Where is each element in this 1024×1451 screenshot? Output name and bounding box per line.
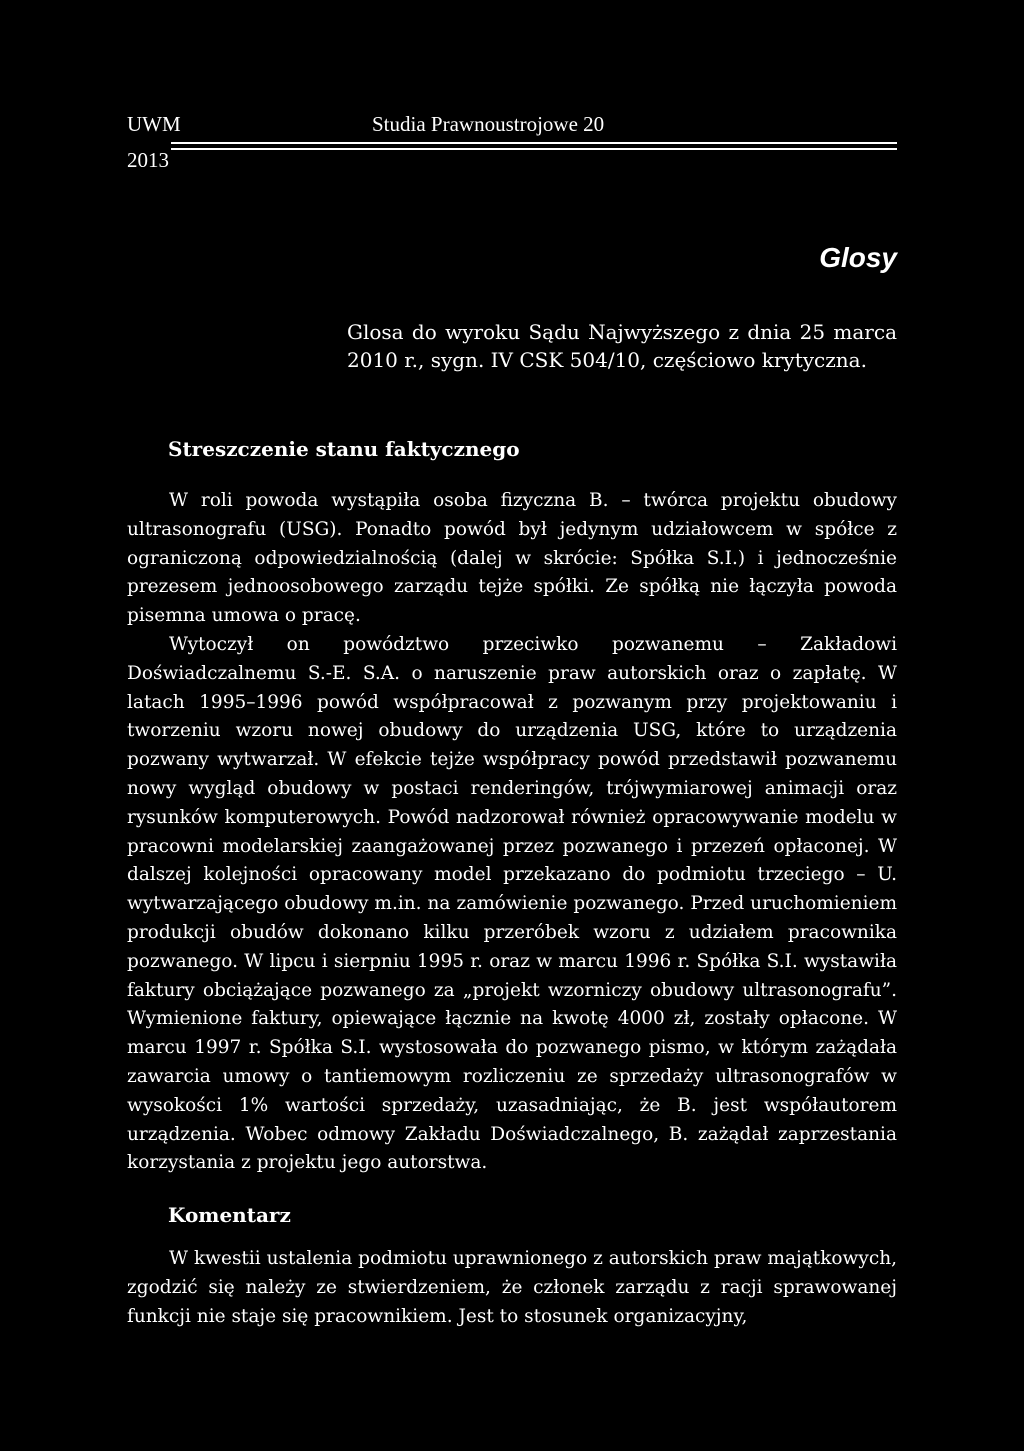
journal-title: Studia Prawnoustrojowe 20 (372, 112, 605, 136)
section-label: Glosy (819, 242, 897, 273)
header-double-rule (171, 142, 897, 150)
comment-paragraph: W kwestii ustalenia podmiotu uprawnionego z autorskich praw majątkowych, zgodzić się należy ze stwierdzeniem, że członek zarządu z racji sprawowanej funkcji nie staje się pracownikiem. Jest to stosunek organizacyjny, (127, 1248, 897, 1327)
facts-paragraph: W roli powoda wystąpiła osoba fizyczna B. – twórca projektu obudowy ultrasonografu (USG). Ponadto powód był jedynym udziałowcem w spółce z ograniczoną odpowiedzialnością (dalej w skrócie: Spółka S.I.) i jednocześnie prezesem jednoosobowego zarządu tejże spółki. Ze spółką nie łączyła powoda pisemna umowa o pracę. (127, 490, 897, 627)
publication-year: 2013 (127, 148, 169, 172)
gloss-title: Glosa do wyroku Sądu Najwyższego z dnia 25 marca 2010 r., sygn. IV CSK 504/10, częściowo krytyczna. (347, 320, 897, 372)
publisher-label: UWM (127, 112, 181, 136)
comment-heading: Komentarz (168, 1203, 291, 1227)
facts-body (127, 487, 897, 1178)
facts-heading: Streszczenie stanu faktycznego (168, 437, 520, 461)
facts-paragraph: Wytoczył on powództwo przeciwko pozwanemu – Zakładowi Doświadczalnemu S.-E. S.A. o naruszenie praw autorskich oraz o zapłatę. W latach 1995–1996 powód współpracował z pozwanym przy projektowaniu i tworzeniu wzoru nowej obudowy do urządzenia USG, które to urządzenia pozwany wytwarzał. W efekcie tejże współpracy powód przedstawił pozwanemu nowy wygląd obudowy w postaci renderingów, trójwymiarowej animacji oraz rysunków komputerowych. Powód nadzorował również opracowywanie modelu w pracowni modelarskiej zaangażowanej przez pozwanego i przezeń opłaconej. W dalszej kolejności opracowany model przekazano do podmiotu trzeciego – U. wytwarzającego obudowy m.in. na zamówienie pozwanego. Przed uruchomieniem produkcji obudów dokonano kilku przeróbek wzoru z udziałem pracownika pozwanego. W lipcu i sierpniu 1995 r. oraz w marcu 1996 r. Spółka S.I. wystawiła faktury obciążające pozwanego za „projekt wzorniczy obudowy ultrasonografu”. Wymienione faktury, opiewające łącznie na kwotę 4000 zł, zostały opłacone. W marcu 1997 r. Spółka S.I. wystosowała do pozwanego pismo, w którym zażądała zawarcia umowy o tantiemowym rozliczeniu ze sprzedaży ultrasonografów w wysokości 1% wartości sprzedaży, uzasadniając, że B. jest współautorem urządzenia. Wobec odmowy Zakładu Doświadczalnego, B. zażądał zaprzestania korzystania z projektu jego autorstwa. (127, 633, 897, 1174)
comment-body (127, 1245, 897, 1331)
